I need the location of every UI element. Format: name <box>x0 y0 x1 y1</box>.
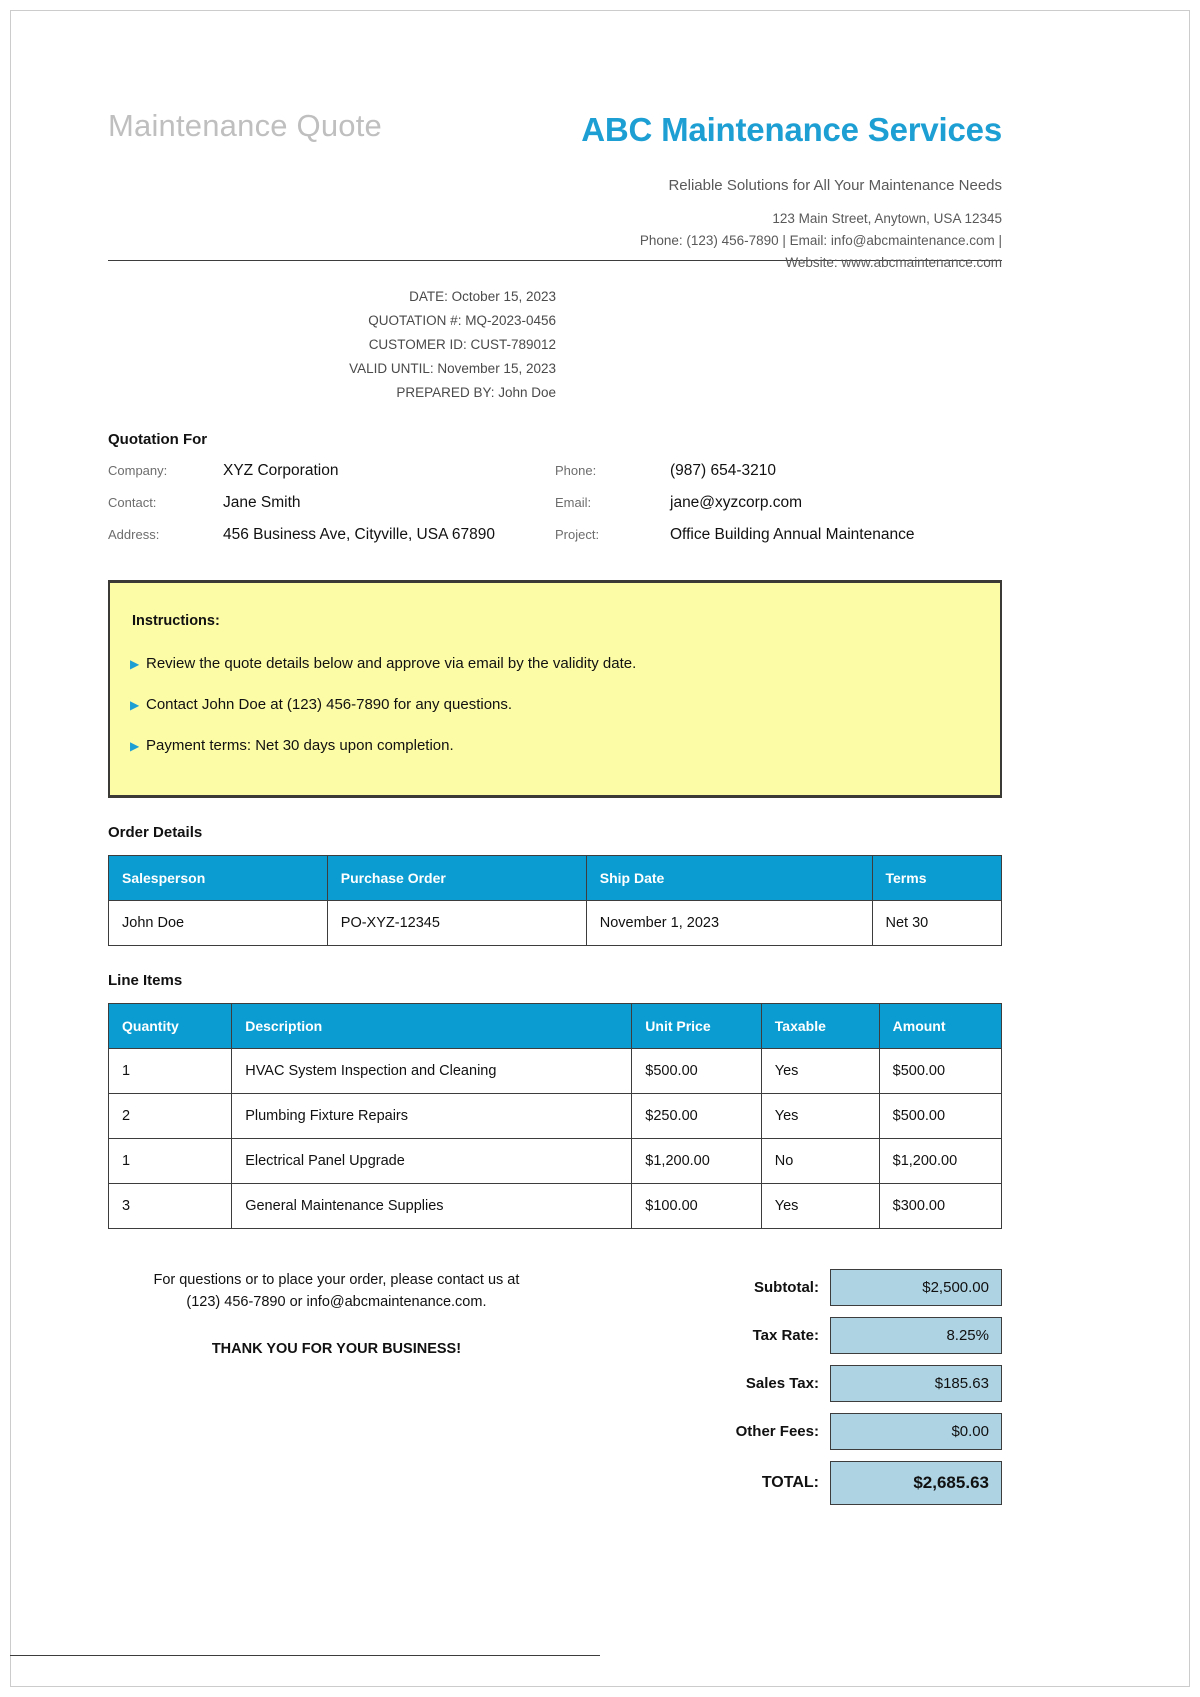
instructions-title: Instructions: <box>132 613 220 630</box>
customer-field-project <box>555 526 1002 544</box>
company-contact-details <box>108 208 1002 274</box>
table-row <box>109 1094 1002 1139</box>
cell-description: Plumbing Fixture Repairs <box>232 1094 632 1139</box>
quotation-for-heading: Quotation For <box>108 431 208 449</box>
cell-quantity: 1 <box>109 1139 232 1184</box>
total-label: Sales Tax: <box>745 1375 819 1393</box>
customer-field-label: Company: <box>108 463 168 479</box>
cell-taxable: Yes <box>761 1094 879 1139</box>
total-label: Tax Rate: <box>752 1327 819 1345</box>
column-header-ship-date: Ship Date <box>586 856 872 901</box>
cell-unit-price: $100.00 <box>632 1184 761 1229</box>
cell-taxable: No <box>761 1139 879 1184</box>
meta-customer-id: CUSTOMER ID: CUST-789012 <box>368 337 556 353</box>
company-phone-email-line: Phone: (123) 456-7890 | Email: info@abcmaintenance.com | <box>639 233 1002 248</box>
total-row-subtotal <box>573 1269 1002 1306</box>
line-items-heading: Line Items <box>108 972 183 990</box>
meta-valid-until: VALID UNTIL: November 15, 2023 <box>349 361 556 377</box>
total-value: $2,685.63 <box>830 1461 1002 1505</box>
column-header-purchase-order: Purchase Order <box>327 856 586 901</box>
cell-amount: $500.00 <box>879 1094 1001 1139</box>
triangle-bullet-icon: ▶ <box>130 739 140 754</box>
cell-quantity: 1 <box>109 1049 232 1094</box>
table-row <box>109 1184 1002 1229</box>
total-value: $185.63 <box>830 1365 1002 1402</box>
cell-description: General Maintenance Supplies <box>232 1184 632 1229</box>
column-header-quantity: Quantity <box>109 1004 232 1049</box>
customer-field-phone <box>555 462 1002 480</box>
cell-unit-price: $1,200.00 <box>632 1139 761 1184</box>
cell-unit-price: $500.00 <box>632 1049 761 1094</box>
customer-field-label: Contact: <box>108 495 157 511</box>
cell-amount: $1,200.00 <box>879 1139 1001 1184</box>
instructions-panel <box>108 580 1002 798</box>
totals-block <box>573 1269 1002 1516</box>
cell-salesperson: John Doe <box>109 901 328 946</box>
total-row-other-fees <box>573 1413 1002 1450</box>
quote-meta-block <box>108 285 556 405</box>
cell-amount: $300.00 <box>879 1184 1001 1229</box>
customer-field-value: jane@xyzcorp.com <box>670 494 803 512</box>
column-header-amount: Amount <box>879 1004 1001 1049</box>
footer-divider <box>10 1655 600 1656</box>
customer-details-right-column <box>555 462 1002 558</box>
company-name: ABC Maintenance Services <box>581 111 1002 148</box>
line-items-table <box>108 1003 1002 1229</box>
customer-field-address <box>108 526 555 544</box>
column-header-terms: Terms <box>872 856 1002 901</box>
cell-description: HVAC System Inspection and Cleaning <box>232 1049 632 1094</box>
customer-field-label: Project: <box>555 527 600 543</box>
instruction-text: Contact John Doe at (123) 456-7890 for any questions. <box>146 696 513 714</box>
meta-quotation-number: QUOTATION #: MQ-2023-0456 <box>368 313 556 329</box>
customer-details-left-column <box>108 462 555 558</box>
document-sheet <box>108 0 1002 1516</box>
instruction-text: Review the quote details below and approve via email by the validity date. <box>146 655 637 673</box>
page-title: Maintenance Quote <box>108 108 382 143</box>
column-header-description: Description <box>232 1004 632 1049</box>
customer-field-value: (987) 654-3210 <box>670 462 776 480</box>
meta-date: DATE: October 15, 2023 <box>409 289 556 304</box>
table-row <box>109 901 1002 946</box>
cell-taxable: Yes <box>761 1049 879 1094</box>
table-header-row <box>109 1004 1002 1049</box>
cell-description: Electrical Panel Upgrade <box>232 1139 632 1184</box>
table-header-row <box>109 856 1002 901</box>
column-header-taxable: Taxable <box>761 1004 879 1049</box>
total-row-grand-total <box>573 1461 1002 1505</box>
total-value: 8.25% <box>830 1317 1002 1354</box>
customer-field-value: Office Building Annual Maintenance <box>670 526 915 544</box>
customer-field-value: XYZ Corporation <box>223 462 339 480</box>
company-address-line: 123 Main Street, Anytown, USA 12345 <box>772 211 1002 227</box>
customer-field-label: Email: <box>555 495 592 511</box>
order-details-heading: Order Details <box>108 824 203 842</box>
cell-terms: Net 30 <box>872 901 1002 946</box>
customer-field-label: Address: <box>108 527 160 543</box>
footer-contact-note: For questions or to place your order, please contact us at (123) 456-7890 or info@abcmaintenance.com. <box>153 1272 520 1311</box>
total-value: $0.00 <box>830 1413 1002 1450</box>
total-row-sales-tax <box>573 1365 1002 1402</box>
company-tagline: Reliable Solutions for All Your Maintenance Needs <box>668 177 1002 195</box>
order-details-table-wrap <box>108 855 1002 946</box>
document-footer <box>108 1269 1002 1516</box>
column-header-salesperson: Salesperson <box>109 856 328 901</box>
company-website-line: Website: www.abcmaintenance.com <box>785 254 1002 270</box>
customer-field-label: Phone: <box>555 463 597 479</box>
cell-taxable: Yes <box>761 1184 879 1229</box>
meta-prepared-by: PREPARED BY: John Doe <box>396 385 556 401</box>
footer-thank-you: THANK YOU FOR YOUR BUSINESS! <box>211 1341 462 1358</box>
customer-field-contact <box>108 494 555 512</box>
triangle-bullet-icon: ▶ <box>130 657 140 672</box>
customer-field-email <box>555 494 1002 512</box>
instruction-item <box>130 696 976 713</box>
customer-field-value: 456 Business Ave, Cityville, USA 67890 <box>223 526 495 544</box>
document-header <box>108 0 1002 270</box>
cell-purchase-order: PO-XYZ-12345 <box>327 901 586 946</box>
instruction-item <box>130 737 976 754</box>
column-header-unit-price: Unit Price <box>632 1004 761 1049</box>
customer-field-company <box>108 462 555 480</box>
cell-ship-date: November 1, 2023 <box>586 901 872 946</box>
table-row <box>109 1049 1002 1094</box>
customer-field-value: Jane Smith <box>223 494 301 512</box>
triangle-bullet-icon: ▶ <box>130 698 140 713</box>
footer-message-block <box>108 1269 573 1357</box>
cell-amount: $500.00 <box>879 1049 1001 1094</box>
line-items-table-wrap <box>108 1003 1002 1229</box>
total-value: $2,500.00 <box>830 1269 1002 1306</box>
customer-details-grid <box>108 462 1002 558</box>
cell-unit-price: $250.00 <box>632 1094 761 1139</box>
instruction-text: Payment terms: Net 30 days upon completion. <box>146 737 454 755</box>
total-label: Other Fees: <box>735 1423 819 1441</box>
cell-quantity: 2 <box>109 1094 232 1139</box>
order-details-table <box>108 855 1002 946</box>
total-row-tax-rate <box>573 1317 1002 1354</box>
total-label: Subtotal: <box>753 1279 819 1297</box>
total-label: TOTAL: <box>761 1474 819 1492</box>
table-row <box>109 1139 1002 1184</box>
instruction-item <box>130 655 976 672</box>
cell-quantity: 3 <box>109 1184 232 1229</box>
